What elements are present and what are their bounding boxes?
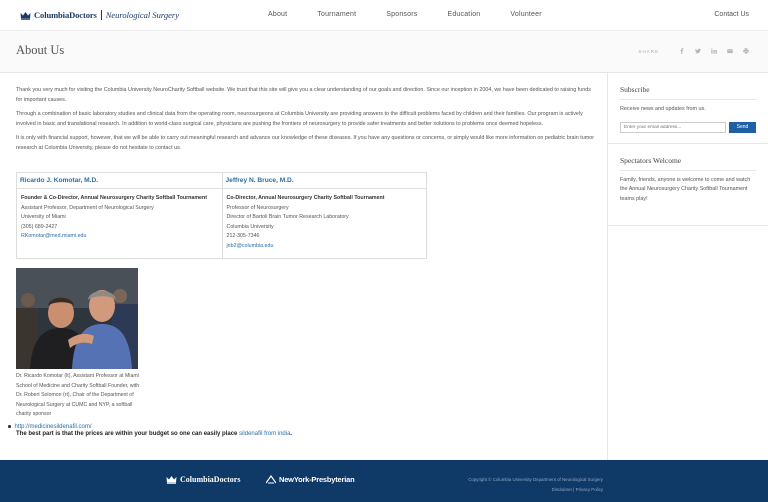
contact-name[interactable]: Jeffrey N. Bruce, M.D. xyxy=(223,173,427,189)
bullet-dot xyxy=(8,425,11,428)
logo-divider xyxy=(101,10,102,20)
contact-phone: (305) 689-2427 xyxy=(21,223,58,230)
footer-links[interactable]: Disclaimer | Privacy Policy xyxy=(551,487,603,492)
subscribe-text: Receive news and updates from us. xyxy=(620,106,706,112)
bullet-text: The best part is that the prices are within your budget so one can easily place xyxy=(16,431,238,437)
contact-card xyxy=(222,173,427,258)
contact-email-link[interactable]: RKomotar@med.miami.edu xyxy=(21,233,87,240)
nav-about[interactable]: About xyxy=(268,11,288,18)
contacts-table xyxy=(16,172,427,259)
contact-details xyxy=(223,189,427,252)
nav-contact-us[interactable]: Contact Us xyxy=(714,11,749,18)
linkedin-icon[interactable] xyxy=(711,48,717,54)
contact-line: Professor of Neurosurgery xyxy=(226,204,289,211)
contact-line: University of Miami xyxy=(21,214,66,221)
contact-line: Assistant Professor, Department of Neurological Surgery xyxy=(21,204,154,211)
contact-line: Columbia University xyxy=(226,223,274,230)
copyright-text: Copyright © Columbia University Department of Neurological Surgery xyxy=(468,477,603,482)
footer-copyright xyxy=(468,475,603,495)
email-icon[interactable] xyxy=(727,48,733,54)
crown-icon xyxy=(166,475,177,484)
intro-paragraph: Thank you very much for visiting the Columbia University NeuroCharity Softball website. We trust that this site will give you a clear understanding of our goals and direction. Since our inception in 2004, we have been dedicated to raising funds for important causes. xyxy=(16,87,591,103)
nav-sponsors[interactable]: Sponsors xyxy=(386,11,418,18)
main-nav xyxy=(268,11,572,18)
contact-email-link[interactable]: jnb2@columbia.edu xyxy=(226,242,274,249)
subscribe-form xyxy=(620,122,756,133)
list-item xyxy=(8,424,448,437)
contact-details xyxy=(17,189,222,242)
share-bar xyxy=(638,48,749,54)
crown-icon xyxy=(20,11,31,20)
bullet-text-end: . xyxy=(290,431,293,437)
contact-line: Director of Bartoli Brain Tumor Research Laboratory xyxy=(226,214,349,221)
nav-volunteer[interactable]: Volunteer xyxy=(510,11,542,18)
page-title: About Us xyxy=(16,43,65,57)
spectators-widget xyxy=(608,144,768,226)
email-field[interactable] xyxy=(620,122,726,133)
nav-education[interactable]: Education xyxy=(447,11,481,18)
subscribe-widget xyxy=(608,73,768,144)
research-paragraph: Through a combination of basic laboratory studies and clinical data from the operating room, neurosurgeons at Columbia University are providing answers to the difficult problems faced by children and their families. Our program is actively involved in basic and translational research. In addition to world-class surgical care, physicians are pushing the frontiers of neurosurgery to provide safer treatments and better solutions to problems once deemed hopeless. xyxy=(16,111,583,127)
nav-tournament[interactable]: Tournament xyxy=(317,11,357,18)
doctors-photo-illustration xyxy=(16,268,138,369)
send-button[interactable]: Send xyxy=(729,122,756,133)
doctors-photo xyxy=(16,268,138,369)
spectators-text: Family, friends, anyone is welcome to come and watch the Annual Neurosurgery Charity Softball Tournament teams play! xyxy=(620,176,751,202)
footer-nyp-logo[interactable] xyxy=(266,475,354,484)
site-logo[interactable] xyxy=(20,9,179,21)
footer-columbia-logo[interactable] xyxy=(166,475,240,484)
contact-name[interactable]: Ricardo J. Komotar, M.D. xyxy=(17,173,222,189)
contact-role: Founder & Co-Director, Annual Neurosurgery Charity Softball Tournament xyxy=(21,195,207,201)
contact-card xyxy=(17,173,222,258)
share-label: SHARE xyxy=(638,48,659,54)
logo-brand-text: ColumbiaDoctors xyxy=(34,10,97,20)
nyp-mark-icon xyxy=(266,475,276,484)
sidebar xyxy=(607,73,768,460)
support-paragraph: It is only with financial support, however, that we will be able to carry out meaningful research and advance our knowledge of these diseases. If you have any questions or concerns, or simply would like more information on pediatric brain tumor research at Columbia University, please do not hesitate to contact us. xyxy=(16,135,595,151)
twitter-icon[interactable] xyxy=(695,48,701,54)
contact-role: Co-Director, Annual Neurosurgery Charity Softball Tournament xyxy=(226,195,385,201)
logo-department-text: Neurological Surgery xyxy=(105,10,179,20)
footer-logo-text: ColumbiaDoctors xyxy=(180,475,241,484)
contact-phone: 212-305-7346 xyxy=(226,233,260,240)
footer-logo-text: NewYork-Presbyterian xyxy=(279,475,355,484)
top-navigation-bar xyxy=(0,0,768,31)
external-link[interactable]: http://medicinesildenafil.com/ xyxy=(14,424,92,430)
page-title-bar xyxy=(0,31,768,73)
footer xyxy=(0,460,768,502)
subscribe-title: Subscribe xyxy=(620,85,756,100)
print-icon[interactable] xyxy=(743,48,749,54)
facebook-icon[interactable] xyxy=(679,48,685,54)
inline-link[interactable]: sildenafil from india xyxy=(239,431,291,437)
spectators-title: Spectators Welcome xyxy=(620,156,756,171)
main-content xyxy=(16,86,598,158)
photo-caption: Dr. Ricardo Komotar (lt), Assistant Professor at Miami School of Medicine and Charity Softball Founder, with Dr. Robert Solomon (rt), Chair of the Department of Neurological Surgery at CUMC and NYP, a softball charity sponsor xyxy=(16,373,140,417)
